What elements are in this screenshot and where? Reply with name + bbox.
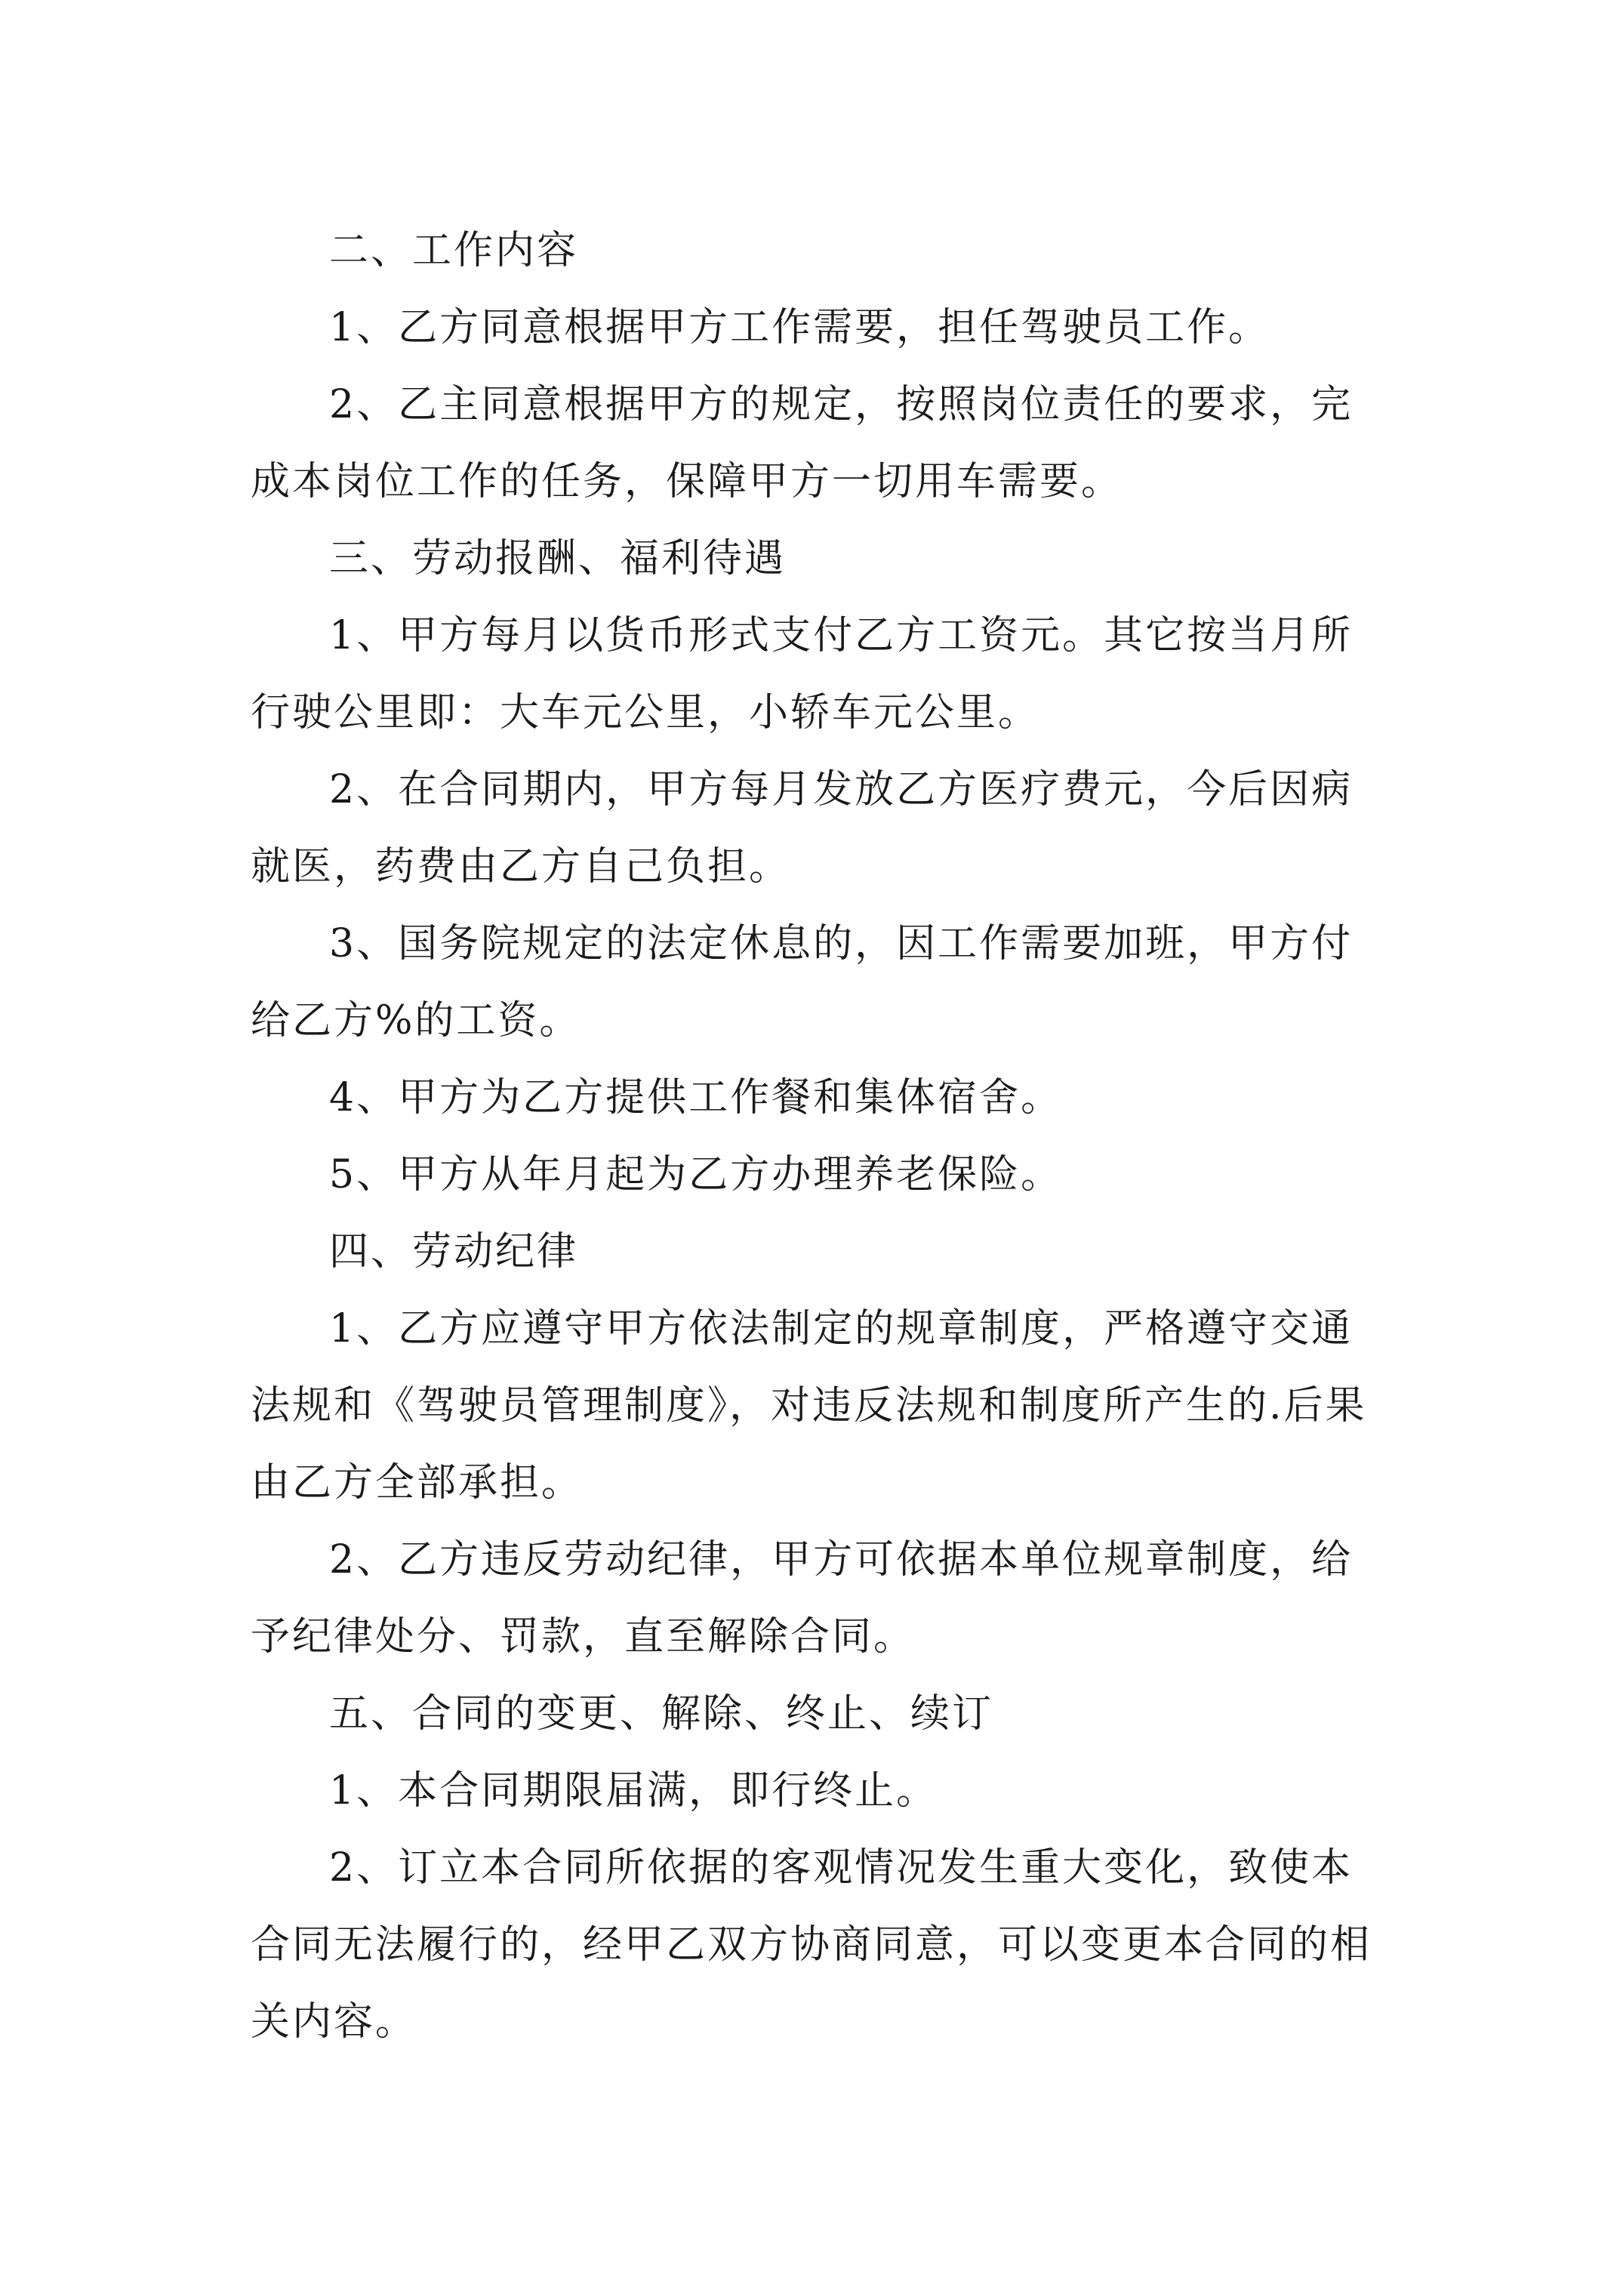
clause-paragraph: 2、在合同期内，甲方每月发放乙方医疗费元，今后因病就医，药费由乙方自己负担。	[251, 767, 1354, 889]
clause-paragraph: 2、乙方违反劳动纪律，甲方可依据本单位规章制度，给予纪律处分、罚款，直至解除合同。	[251, 1537, 1354, 1660]
clause-paragraph: 2、乙主同意根据甲方的规定，按照岗位责任的要求，完成本岗位工作的任务，保障甲方一切用车需要。	[251, 382, 1354, 504]
clause-paragraph: 1、甲方每月以货币形式支付乙方工资元。其它按当月所行驶公里即：大车元公里，小轿车元公里。	[251, 613, 1354, 735]
clause-paragraph: 1、乙方应遵守甲方依法制定的规章制度，严格遵守交通法规和《驾驶员管理制度》，对违反法规和制度所产生的.后果由乙方全部承担。	[251, 1306, 1367, 1505]
clause-paragraph: 3、国务院规定的法定休息的，因工作需要加班，甲方付给乙方%的工资。	[251, 921, 1354, 1043]
section-heading-labor-discipline: 四、劳动纪律	[329, 1229, 579, 1274]
clause-paragraph: 4、甲方为乙方提供工作餐和集体宿舍。	[329, 1075, 1063, 1120]
section-heading-contract-changes: 五、合同的变更、解除、终止、续订	[329, 1691, 994, 1737]
section-heading-work-content: 二、工作内容	[329, 228, 579, 273]
document-body	[251, 212, 1383, 2060]
section-heading-remuneration: 三、劳动报酬、福利待遇	[329, 536, 787, 581]
clause-paragraph: 1、本合同期限届满，即行终止。	[329, 1768, 938, 1814]
clause-paragraph: 2、订立本合同所依据的客观情况发生重大变化，致使本合同无法履行的，经甲乙双方协商同意，可以变更本合同的相关内容。	[251, 1845, 1372, 2045]
clause-paragraph: 1、乙方同意根据甲方工作需要，担任驾驶员工作。	[329, 305, 1270, 350]
clause-paragraph: 5、甲方从年月起为乙方办理养老保险。	[329, 1152, 1063, 1197]
